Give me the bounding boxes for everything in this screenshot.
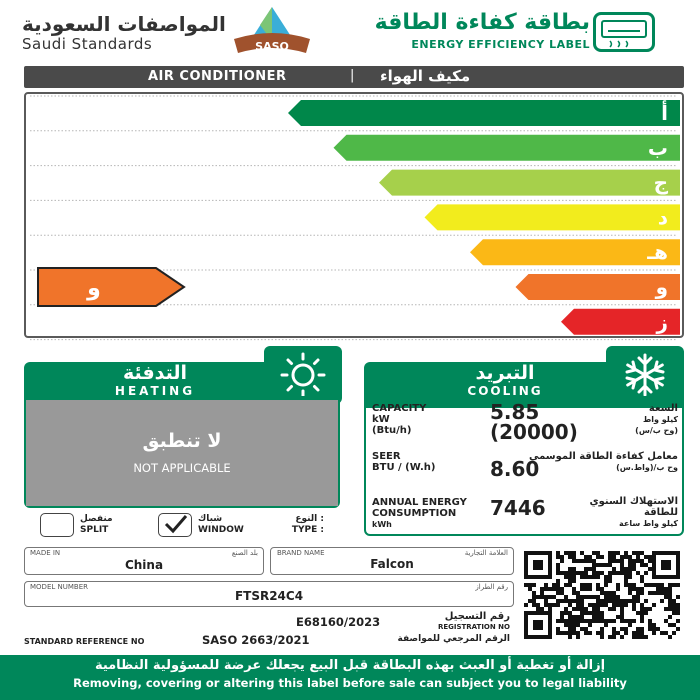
split-checkbox[interactable]: [40, 513, 74, 537]
qr-code: [520, 547, 684, 643]
org-name-ar: المواصفات السعودية: [22, 12, 226, 36]
standard-label-en: STANDARD REFERENCE NO: [24, 637, 145, 646]
heating-title-ar: التدفئة: [122, 362, 188, 384]
heating-na-ar: لا تنطبق: [142, 430, 222, 452]
capacity-label-en: CAPACITY kW (Btu/h): [372, 403, 427, 436]
consumption-label-en: ANNUAL ENERGY CONSUMPTION kWh: [372, 497, 467, 529]
window-checkbox[interactable]: [158, 513, 192, 537]
scale-bar-3: [425, 204, 681, 230]
capacity-kw-value: 5.85: [490, 400, 540, 424]
made-in-label-ar: بلد الصنع: [231, 549, 258, 557]
scale-bar-letter-1: ب: [647, 135, 668, 160]
checkmark-icon: [159, 514, 191, 536]
label-title-en: ENERGY EFFICIENCY LABEL: [411, 38, 590, 51]
scale-bar-letter-6: ز: [656, 309, 668, 334]
label-title-ar: بطاقة كفاءة الطاقة: [374, 10, 590, 35]
cooling-title-en: COOLING: [467, 384, 543, 398]
heating-na-area: [26, 400, 338, 506]
rating-arrow-letter: و: [87, 276, 101, 301]
capacity-btu-value: (20000): [490, 420, 578, 444]
product-type-separator: |: [350, 68, 355, 83]
scale-bar-2: [379, 170, 680, 196]
scale-bar-0: [288, 100, 680, 126]
consumption-value: 7446: [490, 496, 546, 520]
registration-label: رقم التسجيل REGISTRATION NO: [437, 611, 510, 631]
product-type-en: AIR CONDITIONER: [148, 69, 287, 84]
scale-bar-letter-5: و: [655, 275, 668, 299]
window-option-label: شباك WINDOW: [198, 514, 244, 535]
standard-value: SASO 2663/2021: [202, 633, 310, 647]
scale-bar-letter-2: ج: [653, 170, 668, 195]
brand-label-en: BRAND NAME: [277, 549, 325, 557]
heating-na-en: NOT APPLICABLE: [133, 461, 231, 475]
cooling-title-ar: التبريد: [475, 362, 535, 384]
scale-bar-1: [334, 135, 681, 161]
capacity-label-ar: السعة كيلو واط (وح ب/س): [635, 403, 678, 435]
footer-warning-ar: إزالة أو تغطية أو العبث بهذه البطاقة قبل البيع يجعلك عرضة للمسؤولية النظامية: [94, 658, 606, 673]
standard-label-ar: الرقم المرجعي للمواصفة: [397, 634, 510, 644]
brand-value: Falcon: [370, 557, 414, 571]
model-label-en: MODEL NUMBER: [30, 583, 88, 591]
scale-bar-letter-4: هـ: [647, 240, 668, 265]
saso-logo-text: SASO: [255, 40, 289, 53]
scale-bar-letter-3: د: [657, 205, 668, 230]
scale-bar-letter-0: أ: [661, 101, 668, 125]
model-value: FTSR24C4: [234, 589, 304, 603]
seer-label-en: SEER BTU / (W.h): [372, 451, 436, 473]
made-in-value: China: [124, 558, 164, 572]
model-label-ar: رقم الطراز: [475, 583, 508, 591]
type-label: النوع : TYPE :: [291, 514, 324, 535]
consumption-label-ar: الاستهلاك السنوي للطاقة كيلو واط ساعة: [589, 496, 678, 528]
seer-value: 8.60: [490, 457, 540, 481]
registration-value: E68160/2023: [296, 615, 381, 629]
product-type-ar: مكيف الهواء: [380, 67, 471, 85]
brand-label-ar: العلامة التجارية: [464, 549, 508, 557]
footer-warning-en: Removing, covering or altering this label before sale can subject you to legal liability: [73, 676, 627, 690]
rating-arrow: [38, 268, 184, 306]
made-in-label-en: MADE IN: [30, 549, 61, 557]
split-option-label: منفصل SPLIT: [80, 514, 113, 535]
seer-label-ar: معامل كفاءة الطاقة الموسمي وح ب/(واط.س): [528, 451, 678, 472]
heating-title-en: HEATING: [114, 384, 196, 398]
org-name-en: Saudi Standards: [22, 35, 153, 53]
